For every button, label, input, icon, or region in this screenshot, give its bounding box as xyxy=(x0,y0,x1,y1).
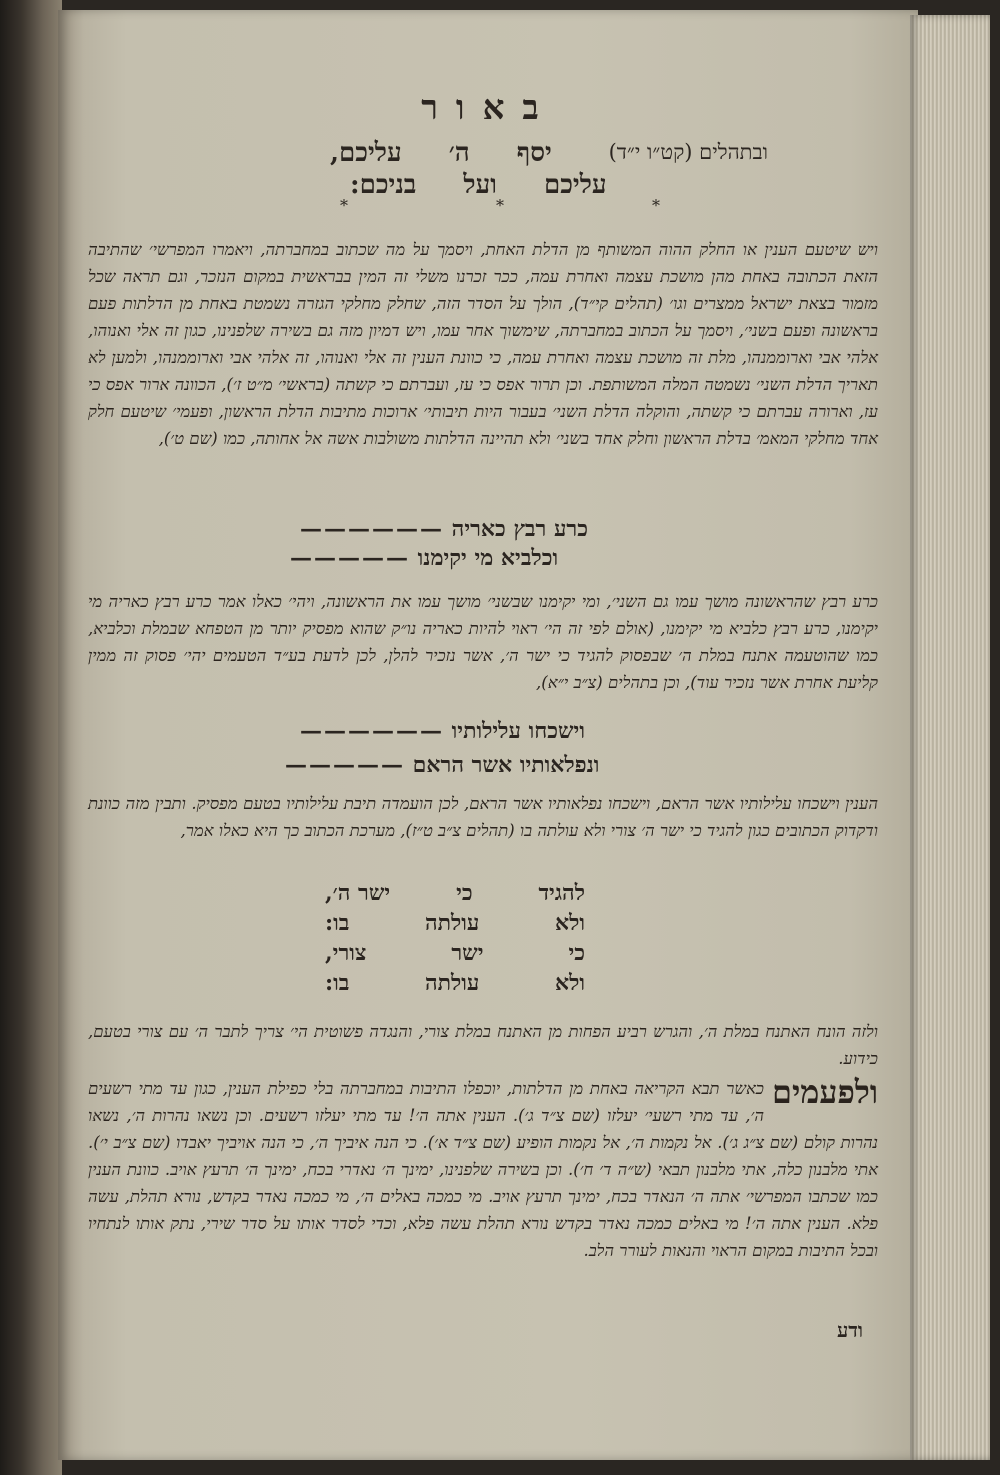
verse-1-line-a-text: כרע רבץ כאריה xyxy=(451,516,588,542)
page-edges xyxy=(910,15,990,1460)
verse-2-line-a xyxy=(300,718,585,744)
catchword: ודע xyxy=(836,1318,863,1342)
verse-1-line-b-dash: ————— xyxy=(290,545,410,571)
table-row xyxy=(325,880,585,910)
page-content xyxy=(60,0,918,1450)
paragraph-2: כרע רבץ שהראשונה מושך עמו גם השני׳, ומי יקימנו שבשני׳ מושך עמו את הראשונה, ויהי׳ כאלו אמר כרע רבץ כאריה מי יקימנו, כרע רבץ כלביא מי יקימנו, (אולם לפי זה הי׳ ראוי להיות כאריה נו״ק שהוא מפסיק יותר מן הטפחא שבמלת וכלביא, כמו שהוטעמה אתנח במלת ה׳ שבפסוק להגיד כי ישר ה׳, אשר נזכיר להלן, לכן לדעת בע״ד הטעמים יהי׳ פסוק זה ממין קליעת אחרת אשר נזכיר עוד), וכן בתהלים (צ״ב י״א), xyxy=(88,592,878,692)
table-cell: ישר xyxy=(451,940,484,966)
verse-reference: ובתהלים (קט״ו י״ד) xyxy=(608,140,768,164)
star-2: * xyxy=(496,196,504,215)
paragraph-5-lead-word: ולפעמים xyxy=(772,1073,878,1111)
star-1: * xyxy=(340,196,348,215)
table-cell: כי xyxy=(568,940,585,966)
verse-line-1: יסף ה׳ עליכם, xyxy=(330,138,552,168)
table-cell: עולתה xyxy=(424,970,480,996)
verse-2-line-a-dash: —————— xyxy=(300,718,444,744)
verse-2-line-b-dash: ————— xyxy=(285,752,405,778)
table-cell: צורי, xyxy=(325,940,367,966)
paragraph-5-text: כאשר תבא הקריאה באחת מן הדלתות, יוכפלו התיבות במחברתה בלי כפילת הענין, כגון עד מתי רשעים ה׳, עד מתי רשעי׳ יעלזו (שם צ״ד ג׳). הענין אתה ה׳! עד מתי יעלזו רשעים. וכן נשאו נהרות ה׳, נשאו נהרות קולם (שם צ״ג ג׳). אל נקמות ה׳, אל נקמות הופיע (שם צ״ד א׳). כי הנה איביך ה׳, כי הנה אויביך יאבדו (שם צ״ב י׳). אתי מלבנון כלה, אתי מלבנון תבאי (ש״ה ד׳ ח׳). וכן בשירה שלפנינו, ימינך ה׳ נאדרי בכח, ימינך ה׳ תרעץ אויב. כוונת הענין כמו שכתבו המפרשי׳ אתה ה׳ הנאדר בכח, ימינך תרעץ אויב. מי כמכה באלים ה׳, מי כמכה נאדר בקדש, נורא תהלת, עשה פלא. הענין אתה ה׳! מי באלים כמכה נאדר בקדש נורא תהלת עשה פלא, וכדי לסדר אותו על סדר שירי, נתק אותו לנתחיו ובכל התיבות במקום הראוי והנאות לעורר הלב. xyxy=(88,1079,878,1260)
table-cell: ולא xyxy=(554,910,585,936)
star-3: * xyxy=(652,196,660,215)
book-spine-left xyxy=(0,0,62,1475)
verse-1-line-a xyxy=(300,516,588,542)
table-row xyxy=(325,910,585,940)
table-row xyxy=(325,940,585,970)
verse-2-line-a-text: וישכחו עלילותיו xyxy=(451,718,585,744)
table-cell: ולא xyxy=(554,970,585,996)
table-cell: כי xyxy=(456,880,473,906)
paragraph-3: הענין וישכחו עלילותיו אשר הראם, וישכחו נפלאותיו אשר הראם, לכן הועמדה תיבת עלילותיו בטעם מפסיק. ותבין מזה כוונת ודקדוק הכתובים כגון להגיד כי ישר ה׳ צורי ולא עולתה בו (תהלים צ״ב ט״ז), מערכת הכתוב כך היא כאלו אמר, xyxy=(88,794,878,840)
verse-line-2: עליכם ועל בניכם: xyxy=(350,170,607,200)
star-row xyxy=(340,196,660,215)
verse-layout-table xyxy=(325,880,585,1000)
table-cell: להגיד xyxy=(538,880,585,906)
verse-2-line-b xyxy=(285,752,599,778)
table-cell: עולתה xyxy=(424,910,480,936)
verse-2-line-b-text: ונפלאותיו אשר הראם xyxy=(412,752,600,778)
verse-1-line-b xyxy=(290,545,558,571)
paragraph-4: ולזה הונח האתנח במלת ה׳, והגרש רביע הפחות מן האתנח במלת צורי, והנגדה פשוטית הי׳ צריך לתבר ה׳ עם צורי בטעם, כידוע. xyxy=(88,1022,878,1068)
verse-1-line-a-dash: —————— xyxy=(300,516,444,542)
table-cell: ישר ה׳, xyxy=(325,880,391,906)
verse-1-line-b-text: וכלביא מי יקימנו xyxy=(417,545,559,571)
table-cell: בו: xyxy=(325,970,350,996)
table-cell: בו: xyxy=(325,910,350,936)
paragraph-5 xyxy=(88,1075,878,1264)
page-title: באור xyxy=(421,88,557,128)
table-row xyxy=(325,970,585,1000)
paragraph-1: ויש שיטעם הענין או החלק ההוה המשותף מן הדלת האחת, ויסמך על מה שכתוב במחברתה, ויאמרו המפרשי׳ שהתיבה הזאת הכתובה באחת מהן מושכת עצמה ואחרת עמה, ככר זכרנו משלי זה המין בבראשית במקום הנזכר, וגם תראה שכל מזמור בצאת ישראל ממצרים וגו׳ (תהלים קי״ד), הולך על הסדר הזה, שחלק מחלקי הגזרה נשמטת באחת מן הדלתות פעם בראשונה ופעם בשני׳, ויסמך על הכתוב במחברתה, שימשוך אחר עמו, ויש דמיון מזה גם בשירה שלפנינו, כגון זה אלי ואנוהו, אלהי אבי וארוממנהו, מלת זה מושכת עצמה ואחרת עמה, כי כוונת הענין זה אלי ואנוהו, זה אלהי אבי וארוממנהו, ולמען לא תאריך הדלת השני׳ נשמטה המלה המשותפת. וכן תרור אפס כי עז, ועברתם כי קשתה (בראשי׳ מ״ט ז׳), הכוונה ארור אפס כי עז, וארורה עברתם כי קשתה, והוקלה הדלת השני׳ בעבור היות תיבותי׳ ארוכות מתיבות הדלת הראשון, ופעמי׳ שיטעם חלק אחד מחלקי המאמ׳ בדלת הראשון וחלק אחד בשני׳ ולא תהיינה הדלתות משולבות אשה אל אחותה, כמו (שם ט׳), xyxy=(88,240,878,448)
